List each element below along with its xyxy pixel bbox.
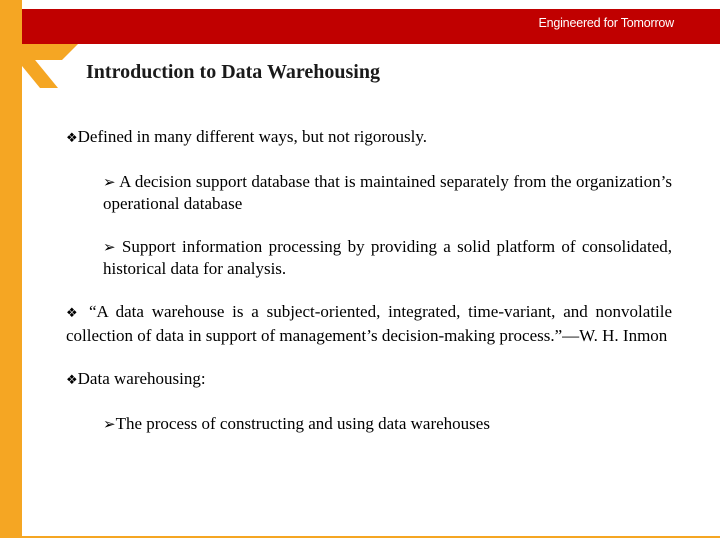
bullet-item: ❖Data warehousing: <box>66 369 206 388</box>
sub-bullet-item: ➢ A decision support database that is maintained separately from the organization’s operational database <box>103 172 672 213</box>
diamond-bullet-icon: ❖ <box>66 373 78 388</box>
arrow-bullet-icon: ➢ <box>103 415 116 433</box>
arrow-bullet-icon: ➢ <box>103 238 116 256</box>
sub-bullet-item: ➢ Support information processing by providing a solid platform of consolidated, historical data for analysis. <box>103 237 672 278</box>
bullet-item: ❖ “A data warehouse is a subject-oriented, integrated, time-variant, and nonvolatile collection of data in support of management’s decision-making process.”—W. H. Inmon <box>66 302 673 345</box>
page-title: Introduction to Data Warehousing <box>86 61 380 83</box>
brand-tagline: Engineered for Tomorrow <box>538 16 674 30</box>
slide-body <box>66 126 672 435</box>
arrow-bullet-icon: ➢ <box>103 173 116 191</box>
diamond-bullet-icon: ❖ <box>66 306 82 321</box>
diamond-bullet-icon: ❖ <box>66 131 78 146</box>
sub-bullet-item: ➢The process of constructing and using data warehouses <box>103 414 490 433</box>
left-accent-bar <box>0 0 22 538</box>
bullet-item: ❖Defined in many different ways, but not rigorously. <box>66 127 428 146</box>
